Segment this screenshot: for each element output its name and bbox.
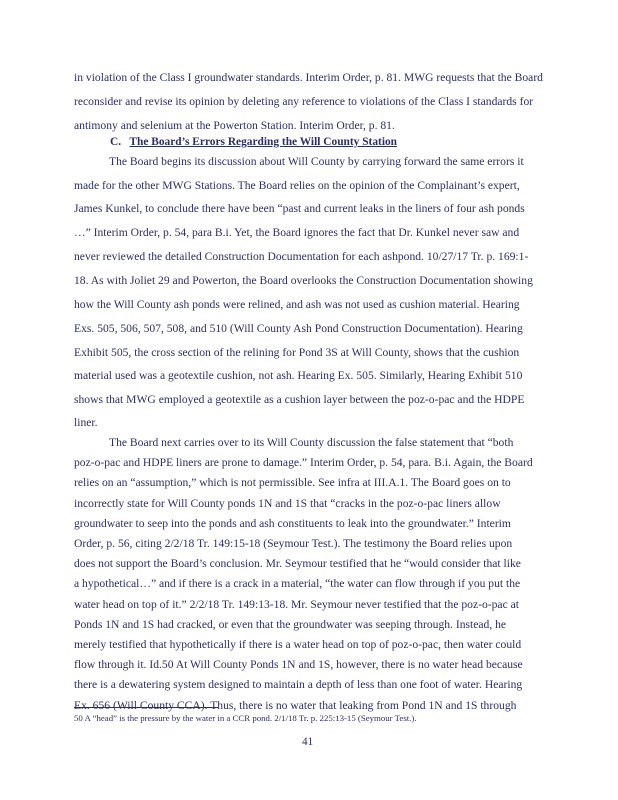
body-line: a hypothetical…” and if there is a crack in a material, “the water can flow through if you put the xyxy=(74,577,521,591)
section-title: The Board’s Errors Regarding the Will County Station xyxy=(129,136,398,148)
body-line: material used was a geotextile cushion, not ash. Hearing Ex. 505. Similarly, Hearing Exhibit 510 xyxy=(74,369,523,382)
footnote: 50 A “head” is the pressure by the water in a CCR pond. 2/1/18 Tr. p. 225:13-15 (Seymour Test.). xyxy=(74,713,417,723)
body-line: groundwater to seep into the ponds and ash constituents to leak into the groundwater.” Interim xyxy=(74,516,511,530)
body-line: The Board begins its discussion about Will County by carrying forward the same errors it xyxy=(109,155,524,168)
body-line: water head on top of it.” 2/2/18 Tr. 149:13-18. Mr. Seymour never testified that the poz-o-pac at xyxy=(74,597,519,611)
body-line: Ex. 656 (Will County CCA). Thus, there is no water that leaking from Pond 1N and 1S through xyxy=(74,698,517,712)
body-line: 18. As with Joliet 29 and Powerton, the Board overlooks the Construction Documentation showing xyxy=(74,274,533,287)
body-line: reconsider and revise its opinion by deleting any reference to violations of the Class I standards for xyxy=(74,95,534,108)
body-line: there is a dewatering system designed to maintain a depth of less than one foot of water. Hearing xyxy=(74,678,523,692)
body-line: shows that MWG employed a geotextile as a cushion layer between the poz-o-pac and the HDPE xyxy=(74,393,525,406)
body-line: liner. xyxy=(74,416,98,429)
body-line: in violation of the Class I groundwater standards. Interim Order, p. 81. MWG requests that the Board xyxy=(74,71,543,84)
page-number: 41 xyxy=(302,736,314,748)
body-line: Ponds 1N and 1S had cracked, or even that the groundwater was seeping through. Instead, he xyxy=(74,617,507,631)
body-line: incorrectly state for Will County ponds 1N and 1S that “cracks in the poz-o-pac liners allow xyxy=(74,496,501,510)
body-line: Order, p. 56, citing 2/2/18 Tr. 149:15-18 (Seymour Test.). The testimony the Board relies upon xyxy=(74,537,513,550)
body-line: merely testified that hypothetically if there is a water head on top of poz-o-pac, then water could xyxy=(74,638,522,651)
body-line: …” Interim Order, p. 54, para B.i. Yet, the Board ignores the fact that Dr. Kunkel never saw and xyxy=(74,226,520,239)
section-heading xyxy=(110,136,397,148)
body-line: flow through it. Id.50 At Will County Ponds 1N and 1S, however, there is no water head because xyxy=(74,658,523,672)
body-line: The Board next carries over to its Will County discussion the false statement that “both xyxy=(109,436,514,449)
body-line: poz-o-pac and HDPE liners are prone to damage.” Interim Order, p. 54, para. B.i. Again, the Board xyxy=(74,456,533,470)
body-line: made for the other MWG Stations. The Board relies on the opinion of the Complainant’s expert, xyxy=(74,179,520,192)
body-line: James Kunkel, to conclude there have been “past and current leaks in the liners of four ash ponds xyxy=(74,202,525,215)
body-line: never reviewed the detailed Construction Documentation for each ashpond. 10/27/17 Tr. p. 169:1- xyxy=(74,250,529,263)
body-line: does not support the Board’s conclusion. Mr. Seymour testified that he “would consider that like xyxy=(74,557,521,571)
body-line: how the Will County ash ponds were relined, and ash was not used as cushion material. Hearing xyxy=(74,298,520,311)
section-letter: C. xyxy=(110,136,122,148)
body-line: relies on an “assumption,” which is not permissible. See infra at III.A.1. The Board goes on to xyxy=(74,476,511,490)
body-line: Exs. 505, 506, 507, 508, and 510 (Will County Ash Pond Construction Documentation). Hearing xyxy=(74,322,523,335)
body-line: Exhibit 505, the cross section of the relining for Pond 3S at Will County, shows that the cushion xyxy=(74,346,520,359)
body-line: antimony and selenium at the Powerton Station. Interim Order, p. 81. xyxy=(74,119,395,132)
